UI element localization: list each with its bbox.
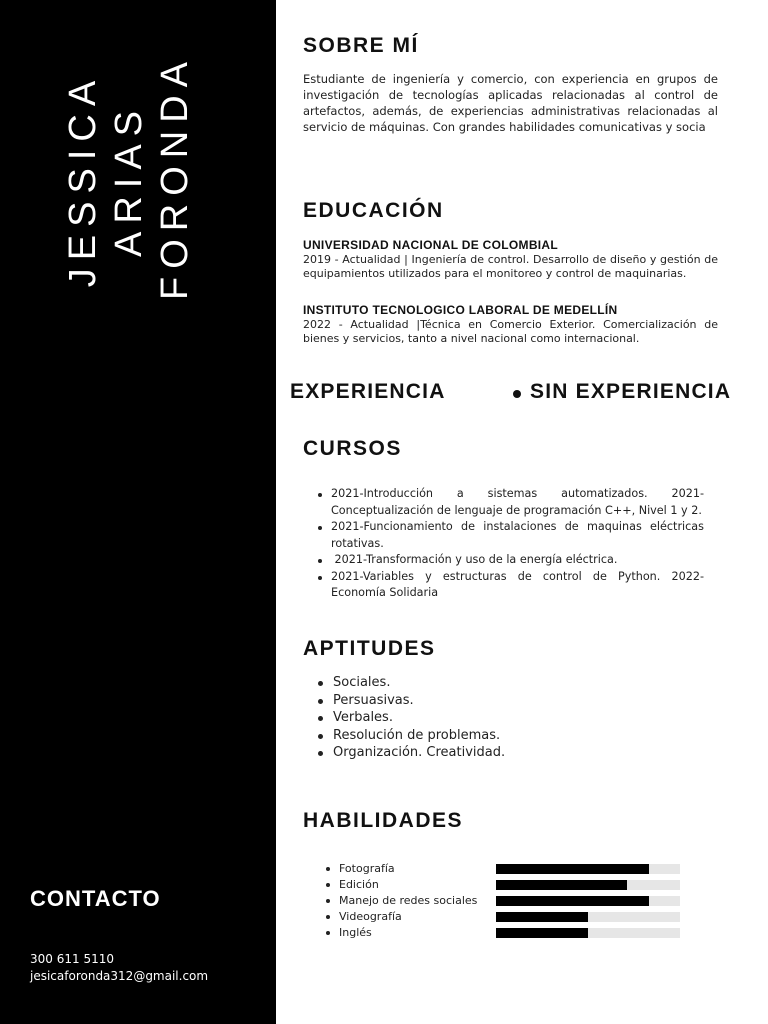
course-item xyxy=(318,519,704,552)
education-institution: INSTITUTO TECNOLOGICO LABORAL DE MEDELLÍN xyxy=(303,303,618,317)
skill-item xyxy=(326,861,686,877)
aptitude-item xyxy=(318,727,618,745)
course-text: 2021-Introducción a sistemas automatizados. 2021-Conceptualización de lenguaje de programación C++, Nivel 1 y 2. xyxy=(331,487,704,517)
skills-list xyxy=(326,861,686,941)
skill-bar xyxy=(496,928,680,938)
aptitudes-list xyxy=(318,674,618,762)
aptitude-item xyxy=(318,709,618,727)
skill-bar xyxy=(496,864,680,874)
skill-label: Edición xyxy=(339,878,379,891)
bullet-icon xyxy=(318,493,322,497)
course-item xyxy=(318,486,704,519)
aptitude-item xyxy=(318,674,618,692)
bullet-icon xyxy=(318,526,322,530)
skill-item xyxy=(326,877,686,893)
skill-label: Fotografía xyxy=(339,862,395,875)
bullet-icon xyxy=(326,899,330,903)
skill-bar xyxy=(496,896,680,906)
aptitude-text: Persuasivas. xyxy=(333,692,414,708)
education-description: 2019 - Actualidad | Ingeniería de control. Desarrollo de diseño y gestión de equipamientos utilizados para el monitoreo y control de maquinarias. xyxy=(303,253,718,280)
course-text: 2021-Variables y estructuras de control de Python. 2022-Economía Solidaria xyxy=(331,569,704,599)
course-item xyxy=(318,569,704,602)
experience-value-text: SIN EXPERIENCIA xyxy=(530,380,732,403)
skill-bar-fill xyxy=(496,896,649,906)
education-heading: EDUCACIÓN xyxy=(303,199,444,222)
bullet-icon xyxy=(513,390,521,398)
skill-item xyxy=(326,893,686,909)
skill-bar-fill xyxy=(496,864,649,874)
aptitudes-heading: APTITUDES xyxy=(303,637,436,660)
skills-heading: HABILIDADES xyxy=(303,809,464,832)
name-line-middle: ARIAS xyxy=(108,102,150,258)
about-text: Estudiante de ingeniería y comercio, con experiencia en grupos de investigación de tecnologías aplicadas relacionadas al control de artefactos, además, de experiencias administrativas relacionadas al servicio de máquinas. Con grandes habilidades comunicativas y socia xyxy=(303,72,718,134)
skill-bar xyxy=(496,912,680,922)
bullet-icon xyxy=(326,883,330,887)
experience-value xyxy=(530,380,731,404)
candidate-name xyxy=(60,54,198,300)
name-line-last: FORONDA xyxy=(154,54,196,300)
name-line-first: JESSICA xyxy=(62,72,104,288)
bullet-icon xyxy=(326,867,330,871)
bullet-icon xyxy=(318,716,323,721)
about-heading: SOBRE MÍ xyxy=(303,34,419,57)
skill-bar-fill xyxy=(496,880,627,890)
skill-bar xyxy=(496,880,680,890)
sidebar xyxy=(0,0,276,1024)
education-institution: UNIVERSIDAD NACIONAL DE COLOMBIAL xyxy=(303,238,559,252)
course-text: 2021-Funcionamiento de instalaciones de maquinas eléctricas rotativas. xyxy=(331,520,704,550)
contact-phone: 300 611 5110 xyxy=(30,952,114,966)
education-description: 2022 - Actualidad |Técnica en Comercio Exterior. Comercialización de bienes y servicios, tanto a nivel nacional como internacional. xyxy=(303,318,718,345)
aptitude-item xyxy=(318,744,618,762)
skill-item xyxy=(326,909,686,925)
courses-list xyxy=(318,486,704,602)
bullet-icon xyxy=(326,915,330,919)
skill-label: Manejo de redes sociales xyxy=(339,894,478,907)
aptitude-text: Verbales. xyxy=(333,710,393,725)
skill-label: Videografía xyxy=(339,910,402,923)
bullet-icon xyxy=(318,699,323,704)
course-text: 2021-Transformación y uso de la energía eléctrica. xyxy=(331,553,618,566)
bullet-icon xyxy=(318,559,322,563)
courses-heading: CURSOS xyxy=(303,437,402,460)
aptitude-text: Resolución de problemas. xyxy=(333,727,501,743)
skill-bar-fill xyxy=(496,912,588,922)
experience-heading: EXPERIENCIA xyxy=(290,380,446,403)
bullet-icon xyxy=(318,751,323,756)
bullet-icon xyxy=(318,681,323,686)
bullet-icon xyxy=(326,931,330,935)
aptitude-text: Sociales. xyxy=(333,675,391,690)
course-item xyxy=(318,552,704,569)
skill-label: Inglés xyxy=(339,926,372,939)
bullet-icon xyxy=(318,734,323,739)
aptitude-item xyxy=(318,692,618,710)
contact-email: jesicaforonda312@gmail.com xyxy=(30,969,209,983)
contact-heading: CONTACTO xyxy=(30,886,161,911)
skill-item xyxy=(326,925,686,941)
bullet-icon xyxy=(318,576,322,580)
aptitude-text: Organización. Creatividad. xyxy=(333,745,506,760)
skill-bar-fill xyxy=(496,928,588,938)
